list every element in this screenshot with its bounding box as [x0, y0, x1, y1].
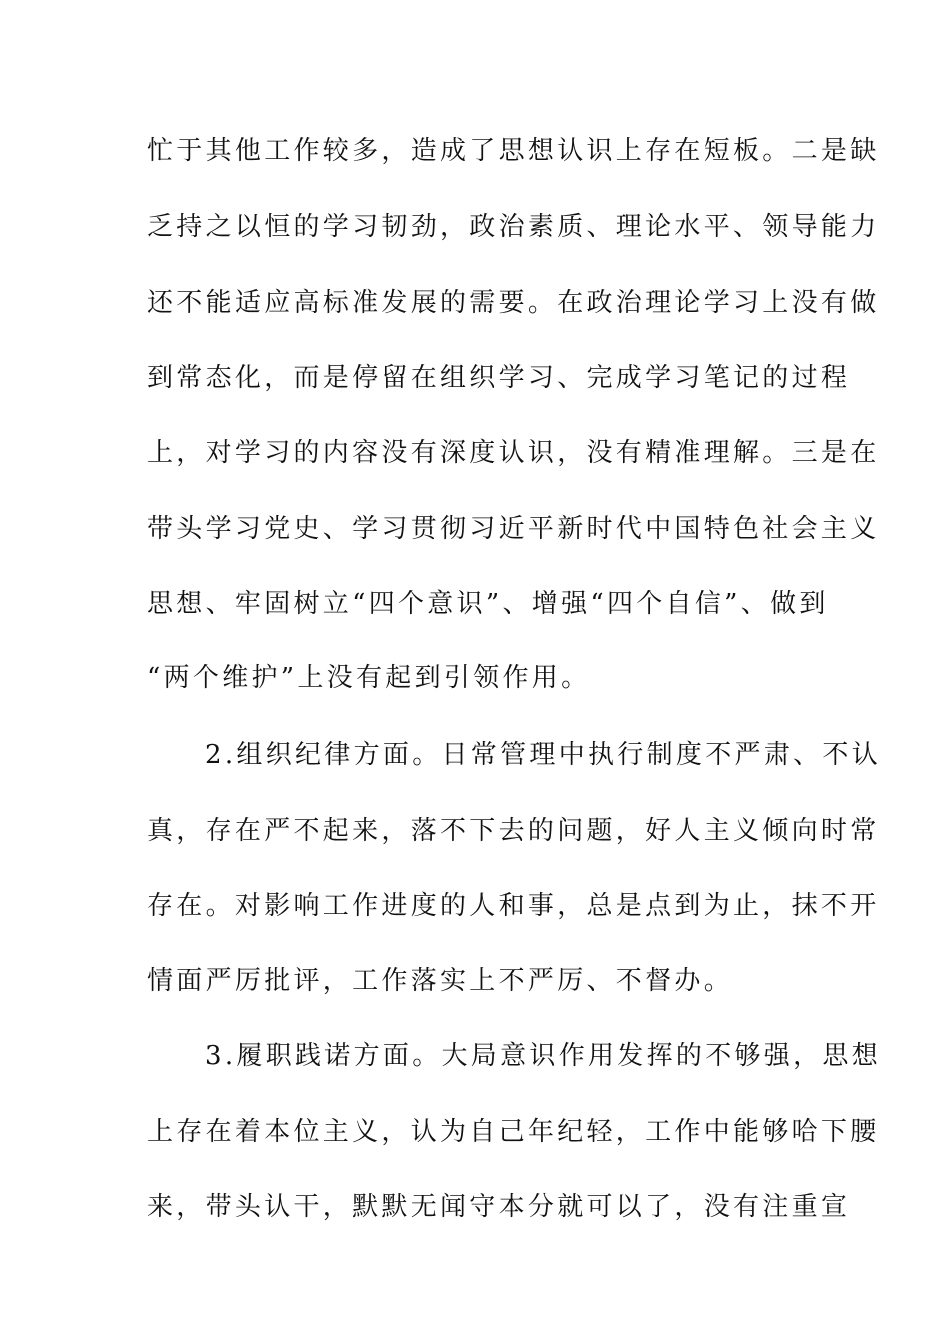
text-line: 真，存在严不起来，落不下去的问题，好人主义倾向时常 — [147, 816, 880, 846]
text-line: 上，对学习的内容没有深度认识，没有精准理解。三是在 — [147, 438, 880, 468]
text-line: 乏持之以恒的学习韧劲，政治素质、理论水平、领导能力 — [147, 212, 880, 242]
text-line: 来，带头认干，默默无闻守本分就可以了，没有注重宣 — [147, 1192, 851, 1222]
text-line: 存在。对影响工作进度的人和事，总是点到为止，抹不开 — [147, 891, 880, 921]
text-line: 带头学习党史、学习贯彻习近平新时代中国特色社会主义 — [147, 514, 880, 544]
text-line: 忙于其他工作较多，造成了思想认识上存在短板。二是缺 — [147, 136, 880, 166]
paragraph-heading-line: 2.组织纪律方面。日常管理中执行制度不严肃、不认 — [205, 740, 882, 770]
text-line: 到常态化，而是停留在组织学习、完成学习笔记的过程 — [147, 363, 851, 393]
paragraph-heading-line: 3.履职践诺方面。大局意识作用发挥的不够强，思想 — [205, 1041, 882, 1071]
text-line: 情面严厉批评，工作落实上不严厉、不督办。 — [147, 966, 734, 996]
text-line: 上存在着本位主义，认为自己年纪轻，工作中能够哈下腰 — [147, 1117, 880, 1147]
text-line: 思想、牢固树立“四个意识”、增强“四个自信”、做到 — [147, 589, 829, 619]
text-line: “两个维护”上没有起到引领作用。 — [147, 663, 591, 693]
text-line: 还不能适应高标准发展的需要。在政治理论学习上没有做 — [147, 288, 880, 318]
